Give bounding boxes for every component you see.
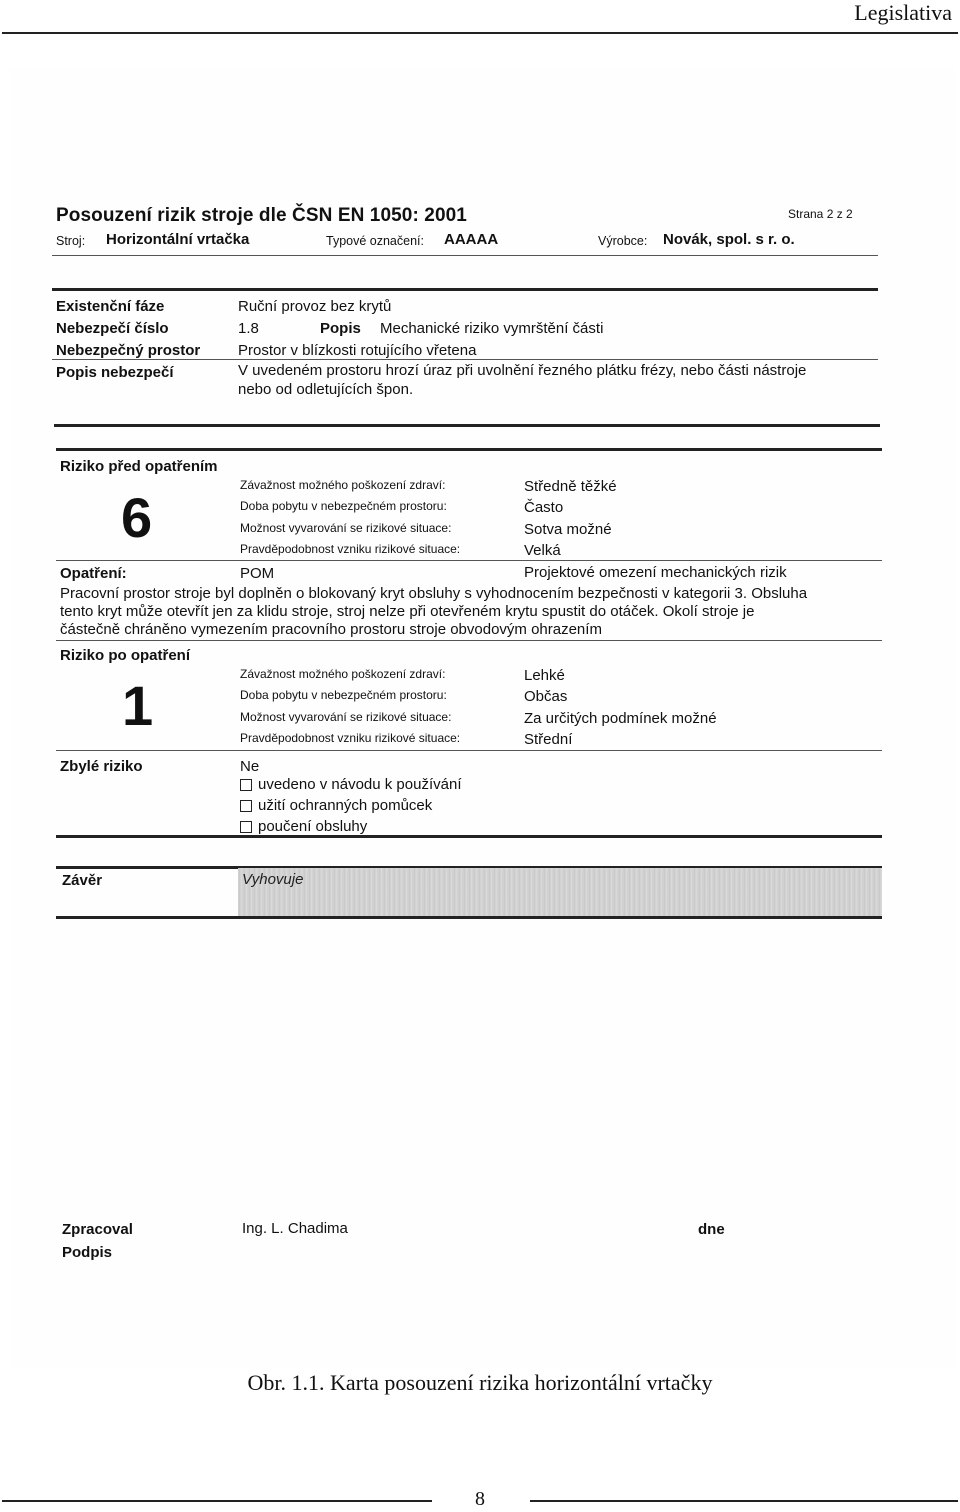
divider — [56, 448, 882, 451]
measures-code: POM — [240, 565, 275, 582]
type-value: AAAAA — [444, 231, 499, 248]
residual-option[interactable] — [240, 797, 432, 814]
risk-after-param-label: Možnost vyvarování se rizikové situace: — [240, 710, 452, 724]
risk-before-label: Riziko před opatřením — [60, 458, 218, 475]
divider — [52, 255, 878, 256]
residual-risk-value: Ne — [240, 758, 260, 775]
prepared-by-value: Ing. L. Chadima — [242, 1220, 348, 1237]
divider — [56, 916, 882, 919]
existence-phase-value: Ruční provoz bez krytů — [238, 298, 392, 315]
signature-label: Podpis — [62, 1244, 113, 1261]
form-title: Posouzení rizik stroje dle ČSN EN 1050: 2001 — [56, 205, 467, 226]
divider — [54, 424, 880, 427]
checkbox-icon[interactable] — [240, 800, 252, 812]
hazard-number-value: 1.8 — [238, 320, 259, 337]
risk-after-param-value: Občas — [524, 688, 568, 705]
page-number: 8 — [475, 1488, 485, 1510]
risk-before-param-label: Pravděpodobnost vzniku rizikové situace: — [240, 542, 461, 556]
checkbox-icon[interactable] — [240, 821, 252, 833]
figure-caption: Obr. 1.1. Karta posouzení rizika horizontální vrtačky — [247, 1370, 713, 1395]
machine-value: Horizontální vrtačka — [106, 231, 250, 248]
risk-before-param-label: Doba pobytu v nebezpečném prostoru: — [240, 499, 447, 513]
risk-before-param-value: Často — [524, 499, 564, 516]
date-label: dne — [698, 1221, 725, 1238]
manufacturer-label: Výrobce: — [598, 234, 648, 248]
conclusion-value: Vyhovuje — [242, 871, 304, 888]
risk-before-score: 6 — [121, 486, 153, 549]
hazard-space-label: Nebezpečný prostor — [56, 342, 201, 359]
residual-risk-label: Zbylé riziko — [60, 758, 143, 775]
type-label: Typové označení: — [326, 234, 424, 248]
manufacturer-value: Novák, spol. s r. o. — [663, 231, 795, 248]
risk-before-param-label: Možnost vyvarování se rizikové situace: — [240, 521, 452, 535]
risk-before-param-value: Velká — [524, 542, 561, 559]
risk-before-param-value: Sotva možné — [524, 521, 612, 538]
risk-before-param-value: Středně těžké — [524, 478, 617, 495]
measures-text-line: Pracovní prostor stroje byl doplněn o blokovaný kryt obsluhy s vyhodnocením bezpečnosti v kategorii 3. Obsluha — [60, 585, 808, 602]
machine-label: Stroj: — [56, 234, 86, 248]
risk-after-param-label: Pravděpodobnost vzniku rizikové situace: — [240, 731, 461, 745]
divider — [52, 288, 878, 291]
risk-after-param-value: Za určitých podmínek možné — [524, 710, 717, 727]
description-label: Popis — [320, 320, 361, 337]
residual-option-label: poučení obsluhy — [258, 818, 368, 835]
measures-label: Opatření: — [60, 565, 127, 582]
header-rule — [2, 32, 958, 34]
hazard-desc-line: nebo od odletujících špon. — [238, 381, 414, 398]
hazard-desc-line: V uvedeném prostoru hrozí úraz při uvolnění řezného plátku frézy, nebo části nástroje — [238, 362, 807, 379]
section-title: Legislativa — [854, 0, 952, 25]
risk-after-score: 1 — [122, 674, 154, 737]
residual-option-label: užití ochranných pomůcek — [258, 797, 433, 814]
description-value: Mechanické riziko vymrštění části — [380, 320, 604, 337]
divider — [56, 750, 882, 751]
existence-phase-label: Existenční fáze — [56, 298, 165, 315]
hazard-space-value: Prostor v blízkosti rotujícího vřetena — [238, 342, 477, 359]
divider — [52, 359, 878, 360]
conclusion-shading — [238, 868, 882, 918]
risk-after-param-label: Doba pobytu v nebezpečném prostoru: — [240, 688, 447, 702]
divider — [56, 640, 882, 641]
hazard-desc-label: Popis nebezpečí — [56, 364, 174, 381]
measures-text-line: tento kryt může otevřít jen za klidu stroje, stroj nelze při otevřeném krytu spustit do otáček. Okolí stroje je — [60, 603, 755, 620]
risk-after-label: Riziko po opatření — [60, 647, 191, 664]
residual-option[interactable] — [240, 818, 367, 835]
page-info: Strana 2 z 2 — [788, 207, 853, 221]
hazard-number-label: Nebezpečí číslo — [56, 320, 169, 337]
risk-after-param-value: Lehké — [524, 667, 565, 684]
measures-title: Projektové omezení mechanických rizik — [524, 564, 787, 581]
conclusion-label: Závěr — [62, 872, 103, 889]
divider — [56, 560, 882, 561]
measures-text-line: částečně chráněno vymezením pracovního prostoru stroje obvodovým ohrazením — [60, 621, 602, 638]
risk-after-param-value: Střední — [524, 731, 573, 748]
risk-after-param-label: Závažnost možného poškození zdraví: — [240, 667, 446, 681]
divider — [56, 835, 882, 838]
checkbox-icon[interactable] — [240, 779, 252, 791]
prepared-by-label: Zpracoval — [62, 1221, 133, 1238]
residual-option[interactable] — [240, 776, 461, 793]
residual-option-label: uvedeno v návodu k používání — [258, 776, 462, 793]
risk-before-param-label: Závažnost možného poškození zdraví: — [240, 478, 446, 492]
